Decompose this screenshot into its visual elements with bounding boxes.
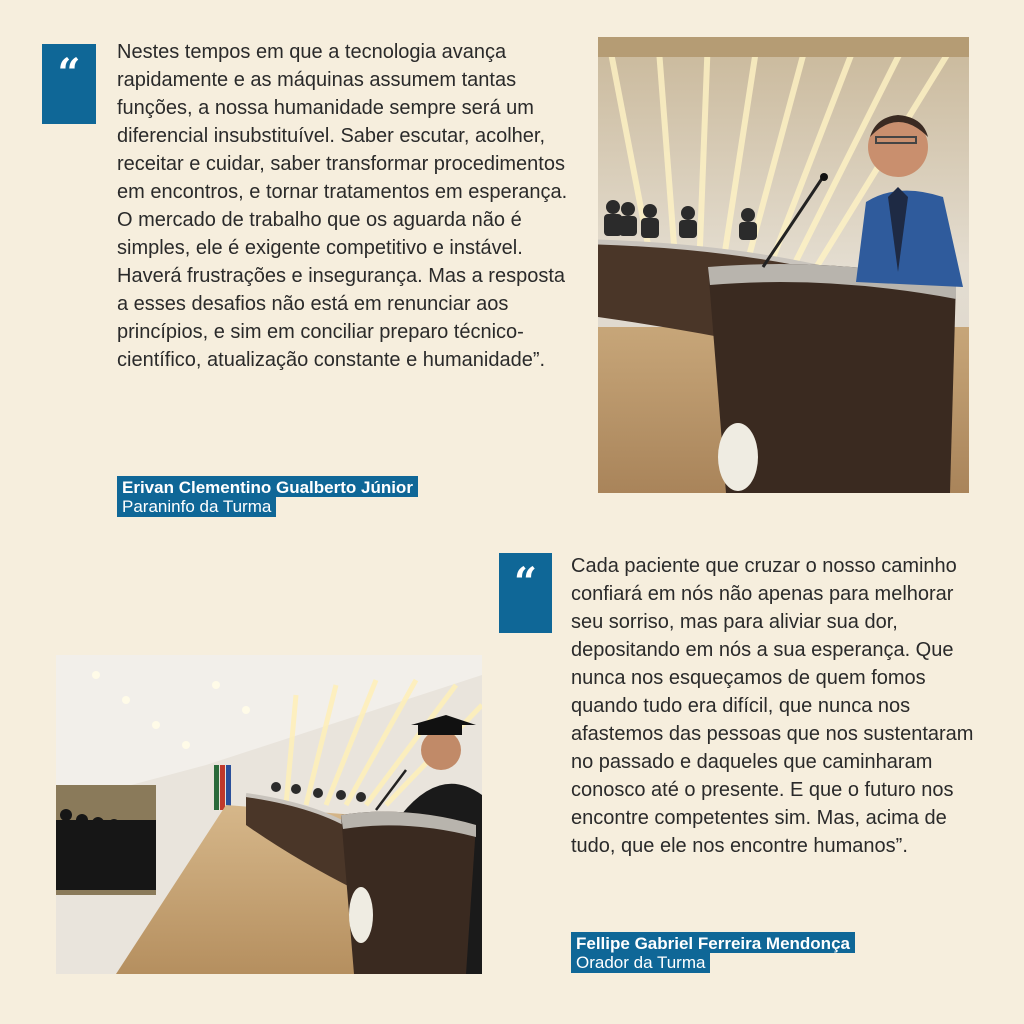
- author-caption-orador: [571, 932, 855, 973]
- photo-orador-speaking: [56, 655, 482, 974]
- author-role: Paraninfo da Turma: [117, 497, 276, 517]
- author-caption-paraninfo: [117, 476, 418, 517]
- quote-text-orador: Cada paciente que cruzar o nosso caminho confiará em nós não apenas para melhorar seu sorriso, mas para aliviar sua dor, depositando em nós a sua esperança. Que nunca nos esqueçamos de quem fomos quando tudo era difícil, que nunca nos afastemos das pessoas que nos sustentaram no passado e daqueles que caminharam conosco até o presente. E que o futuro nos encontre competentes sim. Mas, acima de tudo, que ele nos encontre humanos”.: [571, 555, 974, 857]
- quote-mark-icon: “: [42, 44, 96, 124]
- author-name: Erivan Clementino Gualberto Júnior: [117, 476, 418, 497]
- quote-text-paraninfo: Nestes tempos em que a tecnologia avança rapidamente e as máquinas assumem tantas funções, a nossa humanidade sempre será um diferencial insubstituível. Saber escutar, acolher, receitar e cuidar, saber transformar procedimentos em encontros, e tornar tratamentos em esperança. O mercado de trabalho que os aguarda não é simples, ele é exigente competitivo e instável. Haverá frustrações e insegurança. Mas a resposta a esses desafios não está em renunciar aos princípios, e sim em conciliar preparo técnico-científico, atualização constante e humanidade”.: [117, 41, 568, 371]
- quote-mark-icon: “: [499, 553, 552, 633]
- photo-paraninfo-speaking: [598, 37, 969, 493]
- author-role: Orador da Turma: [571, 953, 710, 973]
- author-name: Fellipe Gabriel Ferreira Mendonça: [571, 932, 855, 953]
